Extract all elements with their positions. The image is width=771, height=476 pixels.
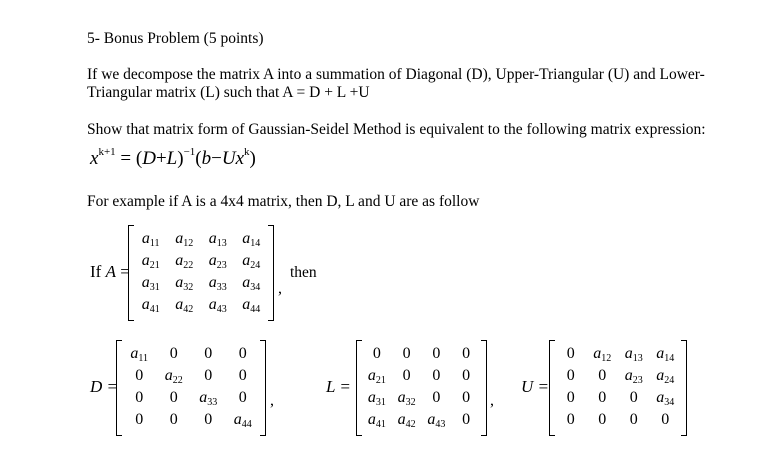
matrix-l-cell-32: $a_{32}$ <box>397 389 416 408</box>
matrix-d-cell-23: 0 <box>204 367 213 384</box>
matrix-l-cell-22: 0 <box>402 367 411 384</box>
a-eq: = <box>120 262 130 281</box>
matrix-a-cell-41: $a_{41}$ <box>141 296 160 315</box>
matrix-u-cell-32: 0 <box>598 389 607 406</box>
eq-x-sup: k <box>244 146 250 158</box>
eq-plus: + <box>155 148 167 169</box>
comma-a: , <box>278 280 282 297</box>
matrix-u-cell-22: 0 <box>598 367 607 384</box>
matrix-a-cell-24: $a_{24}$ <box>242 252 261 271</box>
matrix-d-cell-22: $a_{22}$ <box>164 367 183 386</box>
gauss-seidel-equation <box>90 146 256 170</box>
matrix-l-cell-21: $a_{21}$ <box>367 367 386 386</box>
l-label <box>326 377 351 397</box>
matrix-a <box>128 225 274 321</box>
matrix-u-cell-42: 0 <box>598 411 607 428</box>
u-label-text: U = <box>521 377 549 396</box>
matrix-l-cell-31: $a_{31}$ <box>367 389 386 408</box>
eq-d: D <box>142 148 156 169</box>
matrix-d-cell-41: 0 <box>135 411 144 428</box>
matrix-d-cell-31: 0 <box>135 389 144 406</box>
matrix-a-cell-23: $a_{23}$ <box>208 252 227 271</box>
matrix-u-cell-12: $a_{12}$ <box>593 345 612 364</box>
matrix-d-cell-44: $a_{44}$ <box>233 411 252 430</box>
matrix-d-cell-32: 0 <box>169 389 178 406</box>
bracket-right <box>268 225 274 321</box>
eq-equals: = ( <box>115 148 143 169</box>
show-that-text: Show that matrix form of Gaussian-Seidel Method is equivalent to the following matrix expression: <box>87 121 706 138</box>
eq-close2: ) <box>249 148 256 169</box>
matrix-u-cell-21: 0 <box>566 367 575 384</box>
matrix-a-cell-21: $a_{21}$ <box>141 252 160 271</box>
eq-x: x <box>235 148 244 169</box>
matrix-u-cell-43: 0 <box>629 411 638 428</box>
matrix-a-cell-32: $a_{32}$ <box>175 274 194 293</box>
eq-b: b <box>201 148 212 169</box>
matrix-d-cell-21: 0 <box>135 367 144 384</box>
matrix-l-cell-44: 0 <box>462 411 471 428</box>
matrix-u-cell-14: $a_{14}$ <box>656 345 675 364</box>
if-word: If <box>90 262 102 281</box>
matrix-l-cell-34: 0 <box>462 389 471 406</box>
matrix-d <box>116 340 266 436</box>
eq-inv-sup: −1 <box>183 146 196 158</box>
eq-l: L <box>166 148 178 169</box>
matrix-d-cell-14: 0 <box>238 345 247 362</box>
matrix-a-cell-44: $a_{44}$ <box>242 296 261 315</box>
matrix-l <box>356 340 487 436</box>
matrix-l-cell-14: 0 <box>462 345 471 362</box>
eq-open2: ( <box>195 148 202 169</box>
eq-lhs-sup: k+1 <box>98 146 116 158</box>
matrix-l-cell-24: 0 <box>462 367 471 384</box>
matrix-u-cell-34: $a_{34}$ <box>656 389 675 408</box>
matrix-d-cell-34: 0 <box>238 389 247 406</box>
bracket-right <box>260 340 266 436</box>
matrix-a-cell-42: $a_{42}$ <box>175 296 194 315</box>
eq-minus: − <box>211 148 222 169</box>
u-label <box>521 377 549 397</box>
matrix-l-cell-13: 0 <box>432 345 441 362</box>
matrix-d-cell-33: $a_{33}$ <box>199 389 218 408</box>
matrix-d-cell-42: 0 <box>169 411 178 428</box>
matrix-d-cell-43: 0 <box>204 411 213 428</box>
matrix-l-cell-23: 0 <box>432 367 441 384</box>
matrix-a-cell-43: $a_{43}$ <box>208 296 227 315</box>
matrix-a-cell-14: $a_{14}$ <box>242 230 261 249</box>
if-a-label <box>90 262 130 282</box>
matrix-l-cell-42: $a_{42}$ <box>397 411 416 430</box>
matrix-l-cell-43: $a_{43}$ <box>427 411 446 430</box>
matrix-d-cell-11: $a_{11}$ <box>130 345 149 364</box>
matrix-d-cell-12: 0 <box>169 345 178 362</box>
matrix-u-cell-41: 0 <box>566 411 575 428</box>
matrix-l-cell-33: 0 <box>432 389 441 406</box>
comma-d: , <box>270 392 274 409</box>
then-label: then <box>290 264 317 281</box>
d-label <box>90 377 118 397</box>
matrix-a-cell-31: $a_{31}$ <box>141 274 160 293</box>
matrix-a-cell-33: $a_{33}$ <box>208 274 227 293</box>
l-label-text: L = <box>326 377 351 396</box>
matrix-a-cell-11: $a_{11}$ <box>141 230 160 249</box>
matrix-u-cell-11: 0 <box>566 345 575 362</box>
comma-l: , <box>490 392 494 409</box>
eq-lhs-var: x <box>90 148 99 169</box>
matrix-a-cell-34: $a_{34}$ <box>242 274 261 293</box>
a-var: A <box>105 262 116 281</box>
matrix-u-cell-33: 0 <box>629 389 638 406</box>
d-label-text: D = <box>90 377 118 396</box>
problem-title: 5- Bonus Problem (5 points) <box>87 30 264 47</box>
intro-line-2: Triangular matrix (L) such that A = D + L +U <box>87 84 370 101</box>
matrix-l-cell-12: 0 <box>402 345 411 362</box>
matrix-u <box>549 340 687 436</box>
matrix-a-cell-13: $a_{13}$ <box>208 230 227 249</box>
matrix-d-cell-13: 0 <box>204 345 213 362</box>
matrix-a-cell-12: $a_{12}$ <box>175 230 194 249</box>
bracket-left <box>116 340 122 436</box>
matrix-d-cell-24: 0 <box>238 367 247 384</box>
matrix-u-cell-31: 0 <box>566 389 575 406</box>
matrix-u-cell-44: 0 <box>661 411 670 428</box>
matrix-l-cell-41: $a_{41}$ <box>367 411 386 430</box>
matrix-a-cell-22: $a_{22}$ <box>175 252 194 271</box>
matrix-u-cell-23: $a_{23}$ <box>624 367 643 386</box>
matrix-u-cell-24: $a_{24}$ <box>656 367 675 386</box>
example-text: For example if A is a 4x4 matrix, then D, L and U are as follow <box>87 193 480 210</box>
matrix-u-cell-13: $a_{13}$ <box>624 345 643 364</box>
eq-u: U <box>221 148 236 169</box>
eq-close-inv: ) <box>177 148 184 169</box>
matrix-l-cell-11: 0 <box>372 345 381 362</box>
intro-line-1: If we decompose the matrix A into a summation of Diagonal (D), Upper-Triangular (U) and Lower- <box>87 66 705 83</box>
